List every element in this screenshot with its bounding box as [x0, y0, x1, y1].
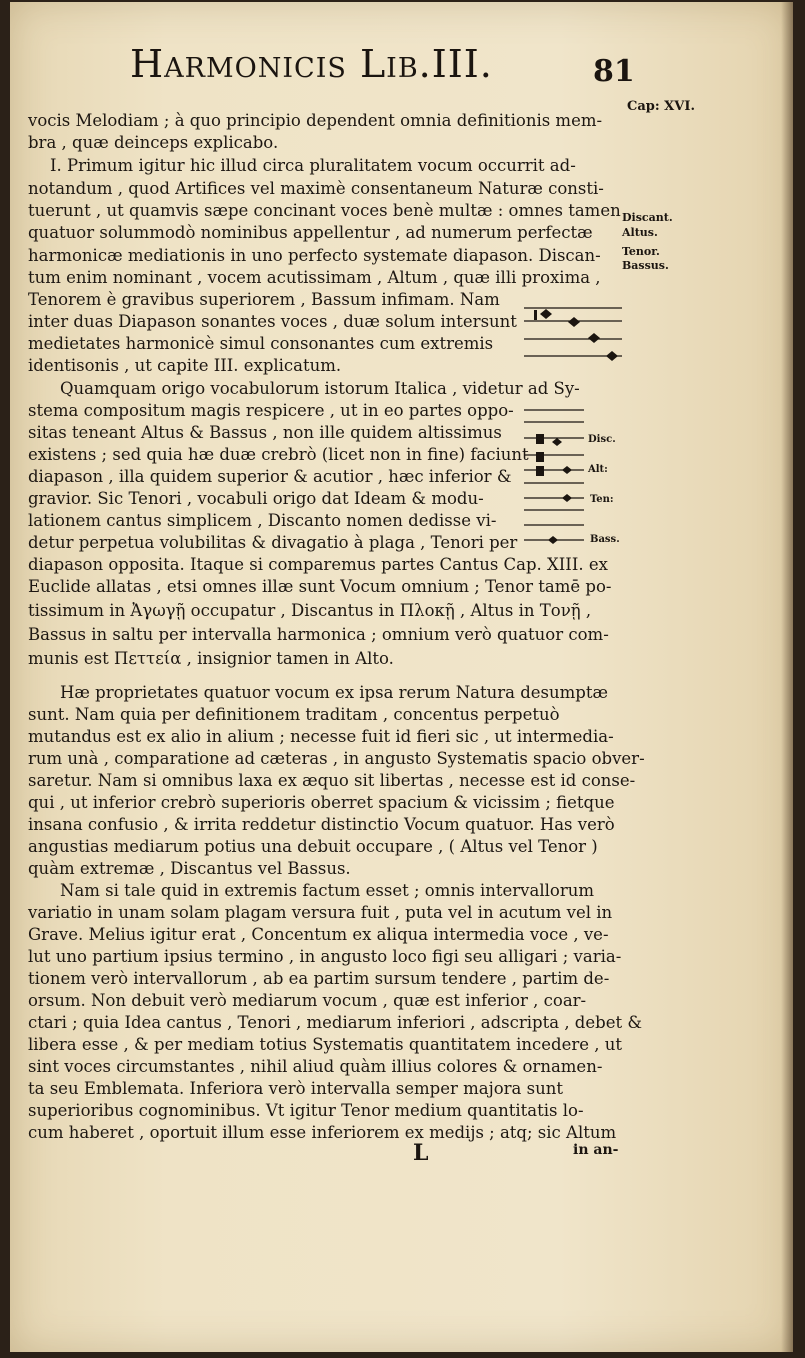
- margin-note-bassus: Bassus.: [622, 259, 669, 272]
- text-line: inter duas Diapason sonantes voces , duæ solum intersunt: [28, 312, 517, 331]
- book-page: [10, 2, 793, 1352]
- margin-note-tenor: Tenor.: [622, 245, 660, 258]
- text-line: lut uno partium ipsius termino , in angusto loco figi seu alligari ; varia-: [28, 947, 622, 966]
- text-line: Hæ proprietates quatuor vocum ex ipsa rerum Natura desumptæ: [60, 683, 608, 702]
- text-line: gravior. Sic Tenori , vocabuli origo dat Ideam & modu-: [28, 489, 484, 508]
- catchword: in an-: [573, 1142, 619, 1158]
- text-line: insana confusio , & irrita reddetur distinctio Vocum quatuor. Has verò: [28, 815, 615, 834]
- text-line: munis est Πεττεία , insignior tamen in Alto.: [28, 649, 394, 668]
- text-line: diapason , illa quidem superior & acutior , hæc inferior &: [28, 467, 512, 486]
- text-line: existens ; sed quia hæ duæ crebrò (licet non in fine) faciunt: [28, 445, 529, 464]
- text-line: bra , quæ deinceps explicabo.: [28, 133, 279, 152]
- text-line: orsum. Non debuit verò mediarum vocum , quæ est inferior , coar-: [28, 991, 587, 1010]
- text-line: harmonicæ mediationis in uno perfecto systemate diapason. Discan-: [28, 246, 601, 265]
- text-line: angustias mediarum potius una debuit occupare , ( Altus vel Tenor ): [28, 837, 598, 856]
- text-line: libera esse , & per mediam totius Systematis quantitatem incedere , ut: [28, 1035, 623, 1054]
- text-line: Nam si tale quid in extremis factum esset ; omnis intervallorum: [60, 881, 594, 900]
- text-line: tuerunt , ut quamvis sæpe concinant voces benè multæ : omnes tamen: [28, 201, 621, 220]
- text-line: saretur. Nam si omnibus laxa ex æquo sit libertas , necesse est id conse-: [28, 771, 636, 790]
- diagram-label-ten: Ten:: [590, 494, 614, 505]
- text-line: medietates harmonicè simul consonantes cum extremis: [28, 334, 494, 353]
- text-line: Grave. Melius igitur erat , Concentum ex aliqua intermedia voce , ve-: [28, 925, 609, 944]
- text-line: Quamquam origo vocabulorum istorum Italica , videtur ad Sy-: [60, 379, 580, 398]
- text-line: stema compositum magis respicere , ut in eo partes oppo-: [28, 401, 514, 420]
- text-line: tissimum in Ἀγωγῇ occupatur , Discantus in Πλοκῇ , Altus in Τονῇ ,: [28, 601, 592, 620]
- text-line: tum enim nominant , vocem acutissimam , Altum , quæ illi proxima ,: [28, 268, 601, 287]
- voice-diagram-1: [522, 300, 626, 362]
- text-line: quàm extremæ , Discantus vel Bassus.: [28, 859, 351, 878]
- diagram-label-bass: Bass.: [590, 534, 620, 545]
- text-line: Bassus in saltu per intervalla harmonica ; omnium verò quatuor com-: [28, 625, 609, 644]
- text-line: notandum , quod Artifices vel maximè consentaneum Naturæ consti-: [28, 179, 604, 198]
- text-line: detur perpetua volubilitas & divagatio à plaga , Tenori per: [28, 533, 518, 552]
- text-line: tionem verò intervallorum , ab ea partim sursum tendere , partim de-: [28, 969, 610, 988]
- text-line: Tenorem è gravibus superiorem , Bassum infimam. Nam: [28, 290, 500, 309]
- text-line: cum haberet , oportuit illum esse inferiorem ex medijs ; atq; sic Altum: [28, 1123, 617, 1142]
- text-line: mutandus est ex alio in alium ; necesse fuit id fieri sic , ut intermedia-: [28, 727, 614, 746]
- margin-note-altus: Altus.: [622, 226, 658, 239]
- diagram-label-disc: Disc.: [588, 434, 616, 445]
- text-line: sitas teneant Altus & Bassus , non ille quidem altissimus: [28, 423, 502, 442]
- text-line: ctari ; quia Idea cantus , Tenori , mediarum inferiori , adscripta , debet &: [28, 1013, 643, 1032]
- text-line: lationem cantus simplicem , Discanto nomen dedisse vi-: [28, 511, 497, 530]
- text-line: superioribus cognominibus. Vt igitur Tenor medium quantitatis lo-: [28, 1101, 584, 1120]
- margin-note-discant: Discant.: [622, 211, 673, 224]
- text-line: Euclide allatas , etsi omnes illæ sunt Vocum omnium ; Tenor tamē po-: [28, 577, 612, 596]
- text-line: diapason opposita. Itaque si comparemus partes Cantus Cap. XIII. ex: [28, 555, 608, 574]
- page-number: 81: [593, 54, 635, 89]
- text-line: quatuor solummodò nominibus appellentur , ad numerum perfectæ: [28, 223, 593, 242]
- text-line: vocis Melodiam ; à quo principio dependent omnia definitionis mem-: [28, 111, 603, 130]
- running-head: Harmonicis Lib.III.: [130, 42, 493, 86]
- text-line: I. Primum igitur hic illud circa pluralitatem vocum occurrit ad-: [50, 156, 576, 175]
- chapter-label: Cap: XVI.: [627, 99, 695, 114]
- text-line: qui , ut inferior crebrò superioris oberret spacium & vicissim ; fietque: [28, 793, 615, 812]
- text-line: ta seu Emblemata. Inferiora verò intervalla semper majora sunt: [28, 1079, 563, 1098]
- text-line: sint voces circumstantes , nihil aliud quàm illius colores & ornamen-: [28, 1057, 603, 1076]
- signature-mark: L: [413, 1140, 429, 1166]
- text-line: identisonis , ut capite III. explicatum.: [28, 356, 342, 375]
- text-line: rum unà , comparatione ad cæteras , in angusto Systematis spacio obver-: [28, 749, 645, 768]
- diagram-label-alt: Alt:: [588, 464, 608, 475]
- text-line: sunt. Nam quia per definitionem traditam , concentus perpetuò: [28, 705, 560, 724]
- page-edge-shadow: [781, 2, 793, 1352]
- text-line: variatio in unam solam plagam versura fuit , puta vel in acutum vel in: [28, 903, 613, 922]
- voice-diagram-2: [522, 400, 612, 550]
